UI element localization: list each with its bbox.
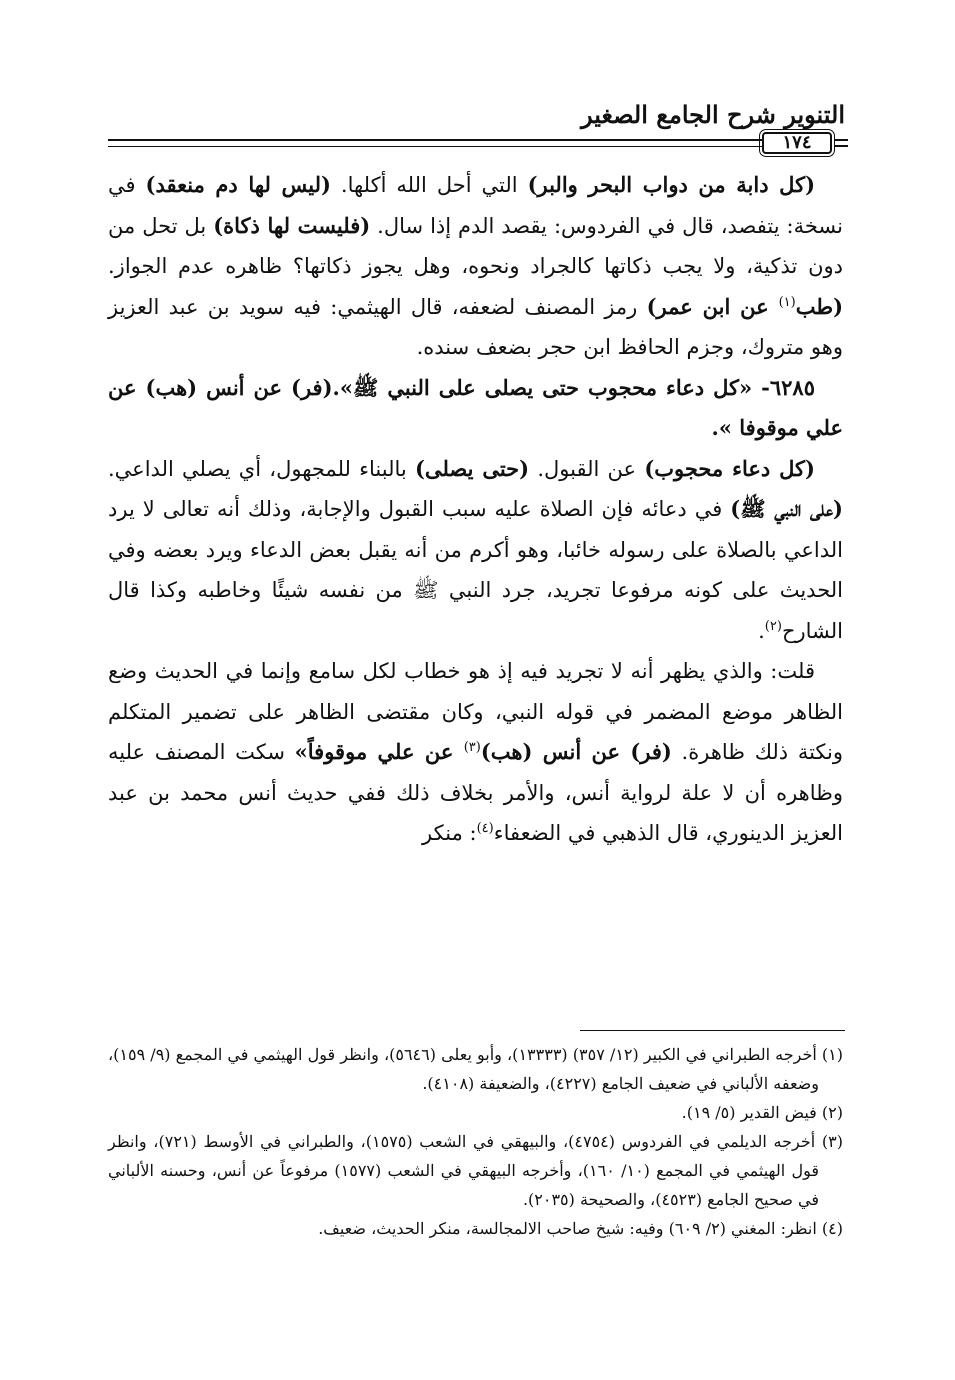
- hadith-6285: [108, 368, 843, 449]
- matn-text: (ليس لها دم منعقد): [145, 172, 331, 197]
- header-equal-mark: [834, 139, 848, 147]
- matn-text: عن ابن عمر): [646, 293, 779, 319]
- footnote-4: (٤) انظر: المغني (٢/ ٦٠٩) وفيه: شيخ صاحب الالمجالسة، منكر الحديث، ضعيف.: [318, 1219, 843, 1238]
- main-text: [108, 165, 843, 854]
- footnote-ref[interactable]: (٤): [476, 821, 494, 836]
- footnote-3: (٣) أخرجه الديلمي في الفردوس (٤٧٥٤)، والبيهقي في الشعب (١٥٧٥)، والطبراني في الأوسط (٧٢١)، وانظر قول الهيثمي في المجمع (١٠/ ١٦٠)، وأخرجه البيهقي في الشعب (١٥٧٧) مرفوعاً عن أنس، وحسنه الألباني في صحيح الجامع (٤٥٢٣)، والصحيحة (٢٠٣٥).: [108, 1132, 843, 1209]
- commentary-text: : منكر: [422, 821, 477, 845]
- matn-text: (على النبي ﷺ): [730, 496, 843, 521]
- matn-text: (حتى يصلى): [415, 455, 530, 481]
- commentary-text: التي أحل الله أكلها.: [330, 173, 528, 197]
- matn-text: (كل دعاء محجوب): [644, 455, 815, 481]
- matn-text: (كل دابة من دواب البحر والبر): [527, 172, 816, 197]
- footnote-ref[interactable]: (٢): [764, 618, 782, 634]
- commentary-text: عن القبول.: [529, 456, 645, 481]
- commentary-text: رمز المصنف لضعفه، قال الهيثمي: فيه سويد بن عبد العزيز وهو متروك، وجزم الحافظ ابن حجر بضعف سنده.: [108, 294, 843, 359]
- commentary-text: بالبناء للمجهول، أي يصلي الداعي.: [108, 456, 415, 481]
- page-number: ١٧٤: [762, 132, 832, 154]
- footnote-ref[interactable]: (١): [778, 294, 796, 310]
- matn-text: (طب: [795, 293, 844, 319]
- footnote-2: (٢) فيض القدير (٥/ ١٩).: [681, 1103, 843, 1122]
- commentary-text: في دعائه فإن الصلاة عليه سبب القبول والإجابة، وذلك أنه تعالى لا يرد الداعي بالصلاة على رسوله خائبا، وهو أكرم من أنه يقبل بعض الدعاء ويرد بعضه وفي الحديث على كونه مرفوعا تجريد، جرد النبي ﷺ من نفسه شيئًا وخاطبه وكذا قال الشارح: [108, 497, 843, 643]
- footnotes: [108, 1040, 843, 1243]
- page-header: [0, 0, 955, 160]
- footnote-1: (١) أخرجه الطبراني في الكبير (١٢/ ٣٥٧) (١٣٣٣٣)، وأبو يعلى (٥٦٤٦)، وانظر قول الهيثمي في المجمع (٩/ ١٥٩)، وضعفه الألباني في ضعيف الجامع (٤٢٢٧)، والضعيفة (٤١٠٨).: [108, 1045, 844, 1093]
- commentary-text: سكت المصنف عليه وظاهره أن لا علة لرواية أنس، والأمر بخلاف ذلك ففي حديث أنس محمد بن عبد العزيز الدينوري، قال الذهبي في الضعفاء: [108, 740, 843, 845]
- paragraph-1: [108, 165, 843, 368]
- header-rule: [108, 132, 848, 152]
- commentary-text: .: [758, 618, 765, 643]
- footnote-ref[interactable]: (٣): [463, 740, 481, 755]
- matn-text: عن علي موقوفاً»: [294, 739, 464, 764]
- header-double-line: [108, 139, 762, 147]
- footnote-separator: [580, 1030, 845, 1031]
- commentary-text: قلت: والذي يظهر أنه لا تجريد فيه إذ هو خطاب لكل سامع وإنما في الحديث وضع الظاهر موضع المضمر في قوله النبي، وكان مقتضى الظاهر على تضمير المتكلم ونكتة ذلك ظاهرة.: [108, 659, 844, 764]
- commentary-text: في نسخة: يتفصد، قال في الفردوس: يقصد الدم إذا سال.: [108, 173, 843, 238]
- paragraph-3: [108, 449, 843, 652]
- commentary-text: بل تحل من دون تذكية، ولا يجب ذكاتها كالجراد ونحوه، وهل يجوز ذكاتها؟ ظاهره عدم الجواز.: [108, 213, 843, 278]
- hadith-text: ٦٢٨٥- «كل دعاء محجوب حتى يصلى على النبي ﷺ».(فر) عن أنس (هب) عن علي موقوفا ».: [108, 374, 843, 440]
- matn-text: (فليست لها ذكاة): [213, 212, 371, 238]
- paragraph-4: [108, 651, 843, 854]
- book-title: التنوير شرح الجامع الصغير: [581, 100, 845, 129]
- matn-text: (فر) عن أنس (هب): [480, 739, 672, 764]
